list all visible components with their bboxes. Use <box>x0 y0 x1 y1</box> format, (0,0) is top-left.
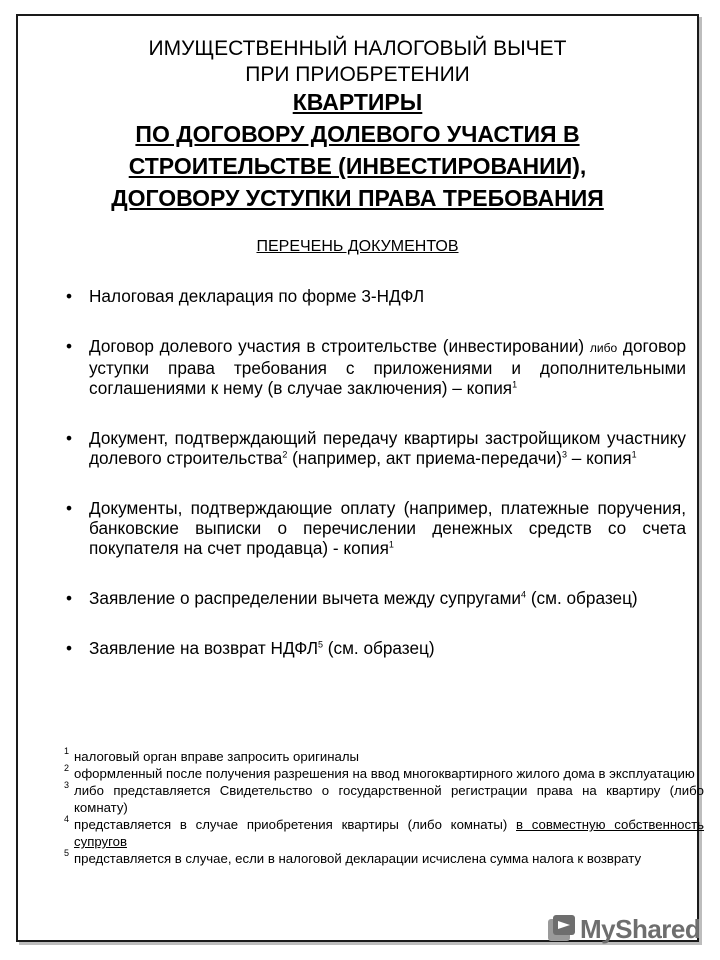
footnotes <box>54 748 704 867</box>
list-item <box>66 588 686 608</box>
footnote-number: 1 <box>64 746 70 756</box>
footnote <box>54 816 704 850</box>
myshared-logo-icon <box>546 915 576 943</box>
footnote-number: 2 <box>64 763 70 773</box>
myshared-watermark <box>546 912 706 946</box>
footnote-number: 4 <box>64 814 70 824</box>
title-line-1: ИМУЩЕСТВЕННЫЙ НАЛОГОВЫЙ ВЫЧЕТ <box>148 37 567 60</box>
footnote <box>54 782 704 816</box>
list-item <box>66 638 686 658</box>
list-item <box>66 428 686 468</box>
title-upper <box>18 36 697 88</box>
item-text: (см. образец) <box>530 588 638 608</box>
title-line-5: СТРОИТЕЛЬСТВЕ (ИНВЕСТИРОВАНИИ), <box>128 153 587 179</box>
footnote-ref: 3 <box>562 449 568 460</box>
title-main <box>18 86 697 214</box>
documents-list <box>66 286 686 658</box>
list-item <box>66 498 686 558</box>
item-text: Налоговая декларация по форме 3-НДФЛ <box>89 286 425 306</box>
item-text: Документ, подтверждающий передачу квартиры застройщиком участнику долевого строительства <box>89 428 686 468</box>
footnote-number: 3 <box>64 780 70 790</box>
item-text: (например, акт приема-передачи) <box>292 448 562 468</box>
footnote-text: либо представляется Свидетельство о государственной регистрации права на квартиру (либо комнату) <box>74 783 704 815</box>
footnote-ref: 1 <box>631 449 637 460</box>
footnote-text: представляется в случае приобретения квартиры (либо комнаты) <box>74 817 508 832</box>
item-text: Договор долевого участия в строительстве (инвестировании) <box>89 336 585 356</box>
footnote-ref: 5 <box>317 639 323 650</box>
title-line-4: ПО ДОГОВОРУ ДОЛЕВОГО УЧАСТИЯ В <box>135 121 580 147</box>
item-text: – копия <box>571 448 632 468</box>
footnote-text: налоговый орган вправе запросить оригиналы <box>74 749 360 764</box>
footnote-ref: 4 <box>521 589 527 600</box>
footnote <box>54 850 704 867</box>
footnote-ref: 1 <box>512 379 518 390</box>
item-text: договор уступки права требования с приложениями и дополнительными соглашениями к нему (в случае заключения) – копия <box>89 336 687 398</box>
title-line-6: ДОГОВОРУ УСТУПКИ ПРАВА ТРЕБОВАНИЯ <box>111 185 604 211</box>
footnote-text-underlined: в совместную собственность супругов <box>74 817 705 849</box>
document-page <box>16 14 705 944</box>
footnote-ref: 2 <box>282 449 288 460</box>
watermark-text: MyShared <box>580 914 701 944</box>
item-text: Заявление на возврат НДФЛ <box>89 638 318 658</box>
documents-list-title: ПЕРЕЧЕНЬ ДОКУМЕНТОВ <box>256 238 459 255</box>
title-line-2: ПРИ ПРИОБРЕТЕНИИ <box>245 63 470 86</box>
footnote-number: 5 <box>64 848 70 858</box>
item-text: Заявление о распределении вычета между супругами <box>89 588 522 608</box>
footnote <box>54 765 704 782</box>
footnote-ref: 1 <box>388 539 394 550</box>
footnote-text: оформленный после получения разрешения на ввод многоквартирного жилого дома в эксплуатацию <box>74 766 695 781</box>
item-text-small: либо <box>589 341 618 355</box>
list-item <box>66 336 686 398</box>
list-item <box>66 286 686 306</box>
footnote <box>54 748 704 765</box>
footnote-text: представляется в случае, если в налоговой декларации исчислена сумма налога к возврату <box>74 851 642 866</box>
title-line-3: КВАРТИРЫ <box>292 89 423 115</box>
item-text: Документы, подтверждающие оплату (например, платежные поручения, банковские выписки о перечислении денежных средств со счета покупателя на счет продавца) - копия <box>89 498 686 558</box>
item-text: (см. образец) <box>327 638 435 658</box>
